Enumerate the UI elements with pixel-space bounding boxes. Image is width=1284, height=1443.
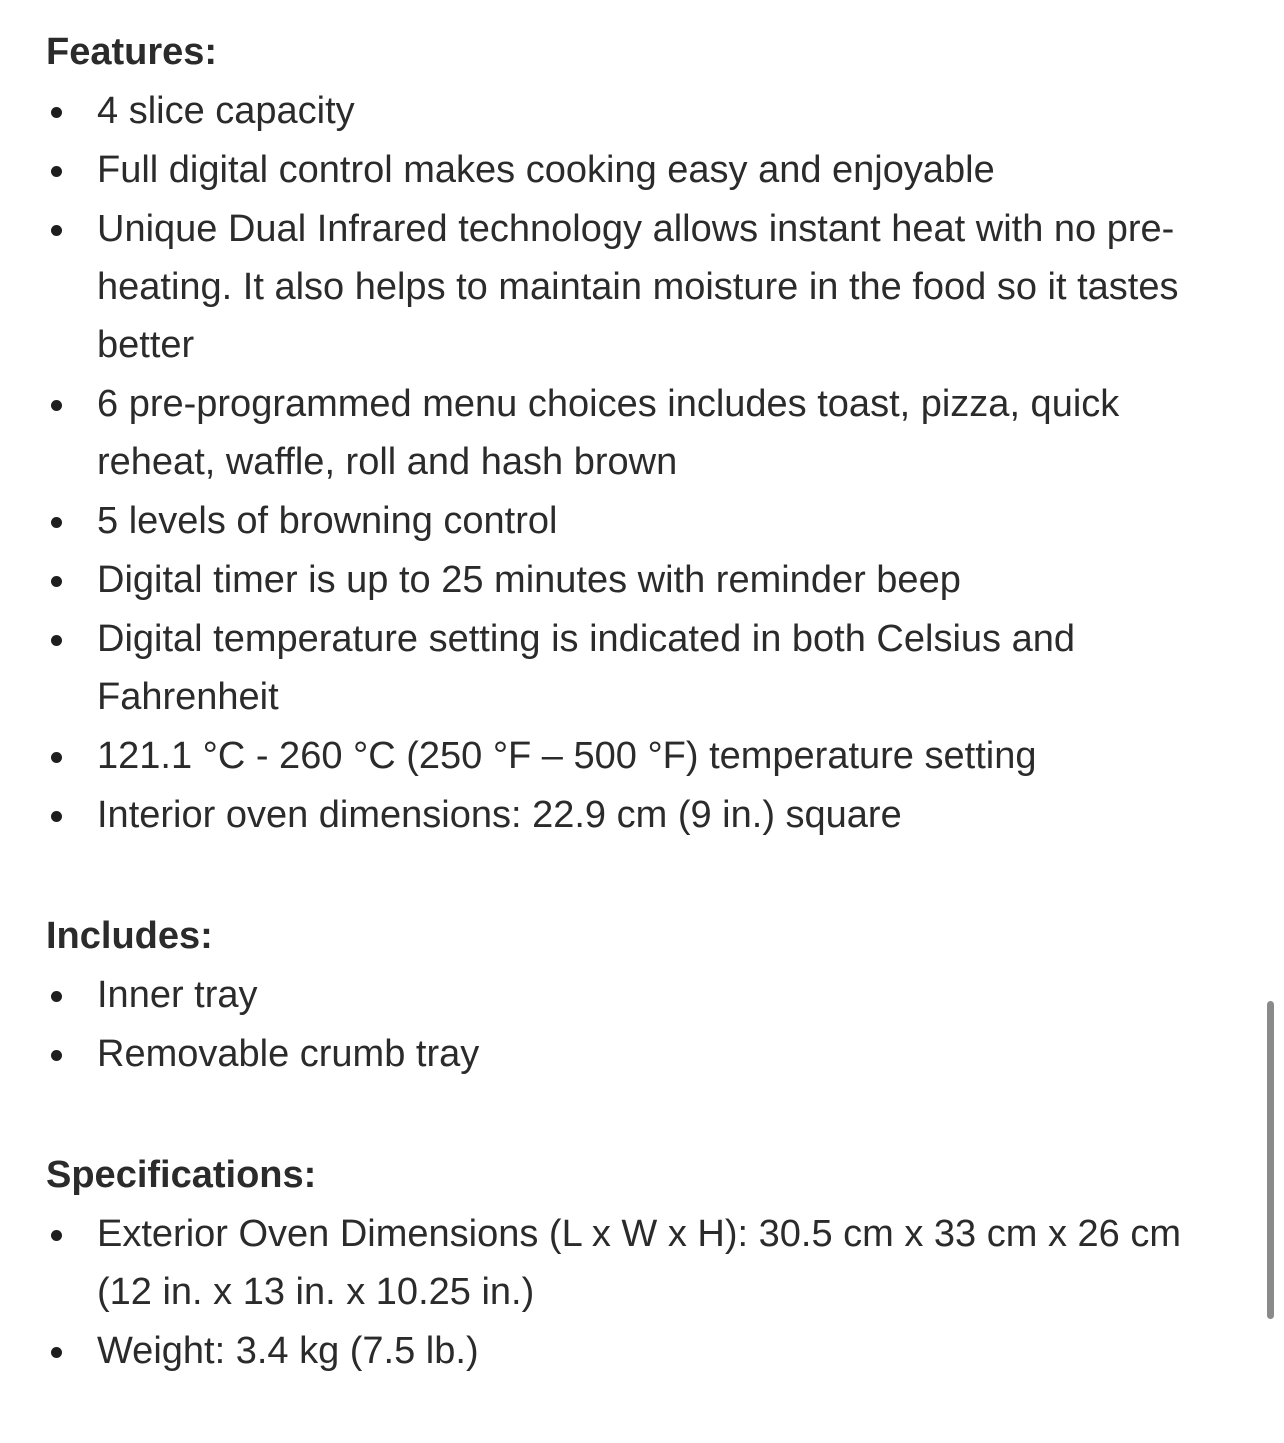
- list-item: [46, 200, 1246, 374]
- list-item: [46, 1322, 1246, 1380]
- includes-list: [46, 966, 1246, 1083]
- list-item: [46, 492, 1246, 550]
- product-details: [46, 22, 1246, 1381]
- list-item-text: Full digital control makes cooking easy and enjoyable: [97, 149, 995, 191]
- specifications-list: [46, 1205, 1246, 1380]
- includes-heading: Includes:: [46, 915, 213, 957]
- list-item-text: 6 pre-programmed menu choices includes toast, pizza, quick reheat, waffle, roll and hash brown: [97, 383, 1120, 483]
- list-item: [46, 1205, 1246, 1321]
- bullet-icon: [51, 752, 62, 763]
- list-item-text: Removable crumb tray: [97, 1033, 480, 1075]
- list-item-text: 121.1 °C - 260 °C (250 °F – 500 °F) temperature setting: [97, 735, 1037, 777]
- features-list: [46, 82, 1246, 844]
- bullet-icon: [51, 635, 62, 646]
- list-item-text: Unique Dual Infrared technology allows instant heat with no pre-heating. It also helps to maintain moisture in the food so it tastes better: [97, 208, 1179, 366]
- features-heading: Features:: [46, 31, 218, 73]
- bullet-icon: [51, 1050, 62, 1061]
- list-item-text: Exterior Oven Dimensions (L x W x H): 30.5 cm x 33 cm x 26 cm (12 in. x 13 in. x 10.25 in.): [97, 1213, 1181, 1313]
- list-item: [46, 1025, 1246, 1083]
- list-item: [46, 966, 1246, 1024]
- list-item: [46, 141, 1246, 199]
- bullet-icon: [51, 1347, 62, 1358]
- list-item-text: Digital temperature setting is indicated in both Celsius and Fahrenheit: [97, 618, 1075, 718]
- list-item: [46, 551, 1246, 609]
- list-item-text: 4 slice capacity: [97, 90, 355, 132]
- specifications-section: [46, 1145, 1246, 1380]
- bullet-icon: [51, 166, 62, 177]
- list-item: [46, 786, 1246, 844]
- bullet-icon: [51, 225, 62, 236]
- bullet-icon: [51, 400, 62, 411]
- vertical-scrollbar[interactable]: [1267, 1001, 1274, 1319]
- list-item-text: Inner tray: [97, 974, 258, 1016]
- bullet-icon: [51, 811, 62, 822]
- bullet-icon: [51, 517, 62, 528]
- list-item: [46, 375, 1246, 491]
- features-section: [46, 22, 1246, 844]
- includes-section: [46, 906, 1246, 1083]
- list-item: [46, 610, 1246, 726]
- list-item-text: 5 levels of browning control: [97, 500, 558, 542]
- bullet-icon: [51, 107, 62, 118]
- bullet-icon: [51, 576, 62, 587]
- list-item: [46, 727, 1246, 785]
- list-item-text: Interior oven dimensions: 22.9 cm (9 in.) square: [97, 794, 902, 836]
- list-item-text: Weight: 3.4 kg (7.5 lb.): [97, 1330, 479, 1372]
- specifications-heading: Specifications:: [46, 1154, 317, 1196]
- bullet-icon: [51, 991, 62, 1002]
- list-item: [46, 82, 1246, 140]
- list-item-text: Digital timer is up to 25 minutes with reminder beep: [97, 559, 961, 601]
- bullet-icon: [51, 1230, 62, 1241]
